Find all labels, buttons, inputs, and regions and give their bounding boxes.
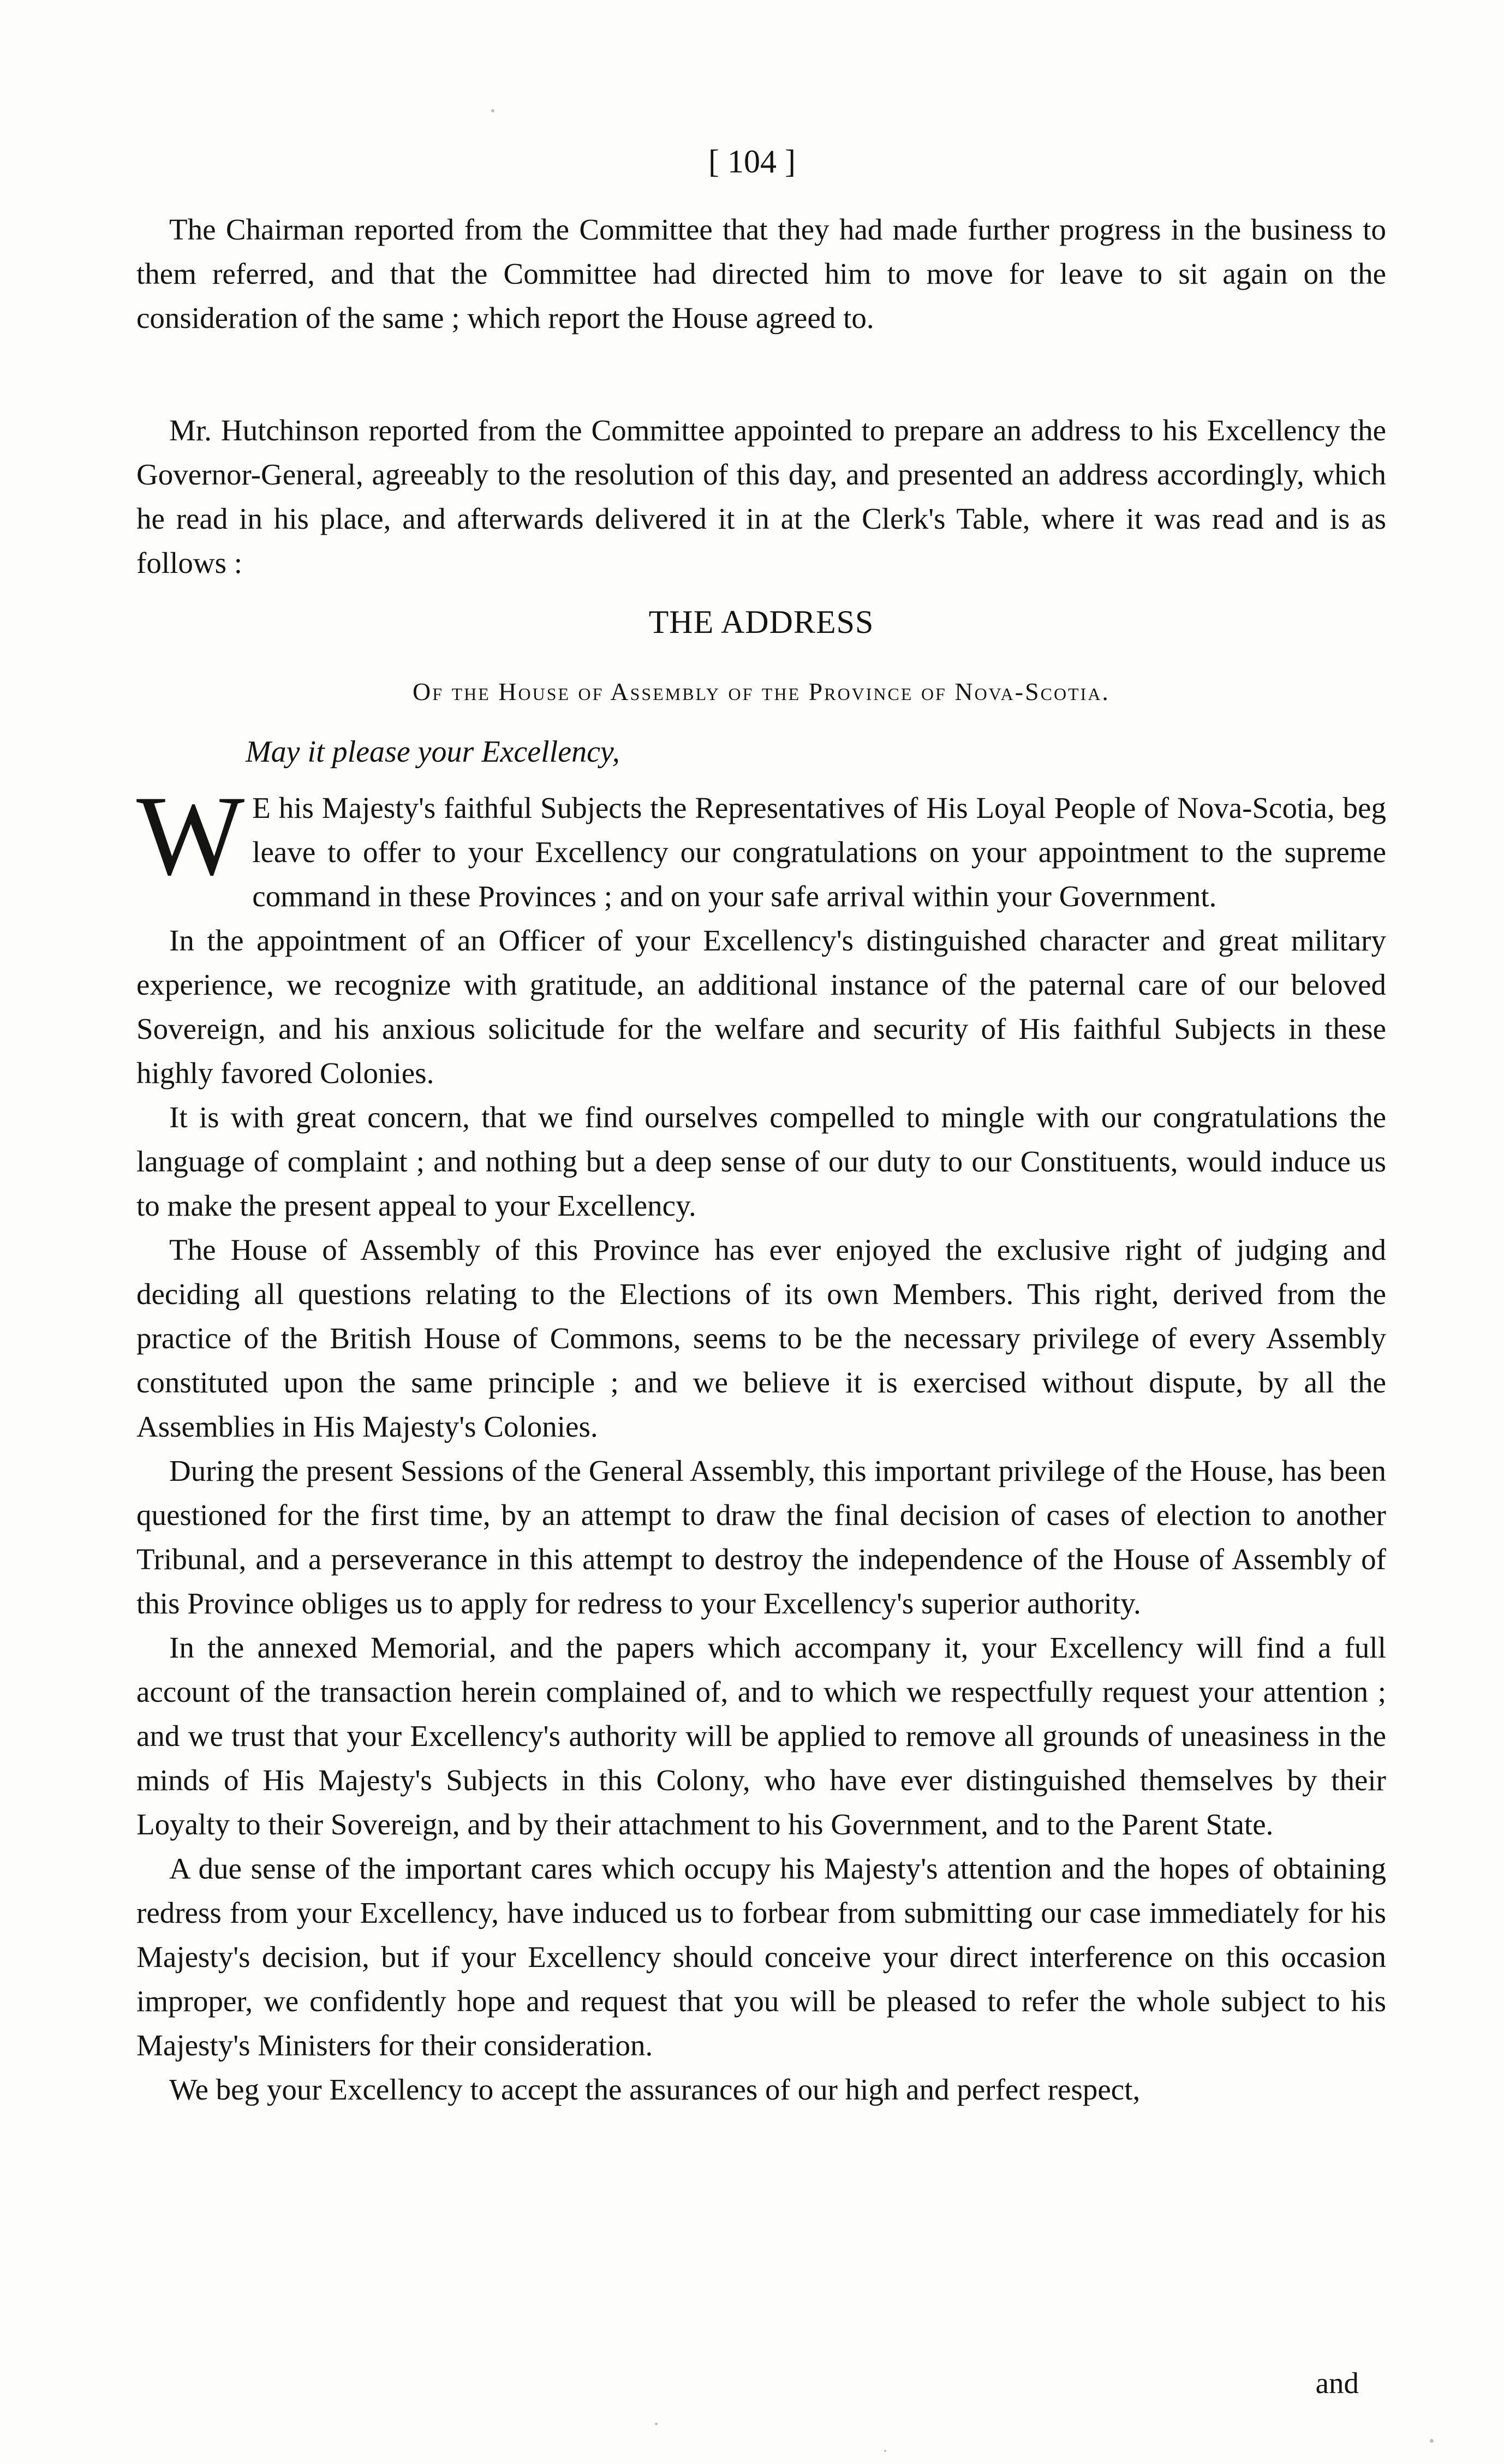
paper-speck xyxy=(1430,2439,1434,2443)
paragraph-present-sessions: During the present Sessions of the General Assembly, this important privilege of the House, has been questioned for the first time, by an attempt to draw the final decision of cases of election to another Tribunal, and a perseverance in this attempt to destroy the independence of the House of Assembly of this Province obliges us to apply for redress to your Excellency's superior authority. xyxy=(136,1454,1386,1620)
address-salutation: May it please your Excellency, xyxy=(246,735,620,769)
paragraph-memorial: In the annexed Memorial, and the papers which accompany it, your Excellency will find a full account of the transaction herein complained of, and to which we respectfully request your attention ; and we trust that your Excellency's authority will be applied to remove all grounds of uneasiness in the minds of His Majesty's Subjects in this Colony, who have ever distinguished themselves by their Loyalty to their Sovereign, and by their attachment to his Government, and to the Parent State. xyxy=(136,1631,1386,1841)
committee-report-paragraph xyxy=(136,207,1386,340)
address-heading-block xyxy=(136,600,1386,774)
paragraph-exclusive-right: The House of Assembly of this Province has ever enjoyed the exclusive right of judging and deciding all questions relating to the Elections of its own Members. This right, derived from the practice of the British House of Commons, seems to be the necessary privilege of every Assembly constituted upon the same principle ; and we believe it is exercised without dispute, by all the Assemblies in His Majesty's Colonies. xyxy=(136,1233,1386,1443)
page-number: [ 104 ] xyxy=(708,143,796,180)
paragraph-complaint: It is with great concern, that we find ourselves compelled to mingle with our congratulations the language of complaint ; and nothing but a deep sense of our duty to our Constituents, would induce us to make the present appeal to your Excellency. xyxy=(136,1101,1386,1222)
hutchinson-report-paragraph xyxy=(136,408,1386,585)
first-paragraph-text: E his Majesty's faithful Subjects the Representatives of His Loyal People of Nova-Scotia, beg leave to offer to your Excellency our congratulations on your appointment to the supreme command in these Provinces ; and on your safe arrival within your Government. xyxy=(252,791,1386,913)
paper-speck xyxy=(655,2423,658,2425)
address-body xyxy=(136,773,1386,2112)
address-first-paragraph xyxy=(136,773,1386,918)
paper-speck xyxy=(491,109,494,112)
address-subtitle: Of the House of Assembly of the Province of Nova-Scotia. xyxy=(413,678,1110,705)
paragraph-hutchinson-report: Mr. Hutchinson reported from the Committee appointed to prepare an address to his Excellency the Governor-General, agreeably to the resolution of this day, and presented an address accordingly, which he read in his place, and afterwards delivered it in at the Clerk's Table, where it was read and is as follows : xyxy=(136,414,1386,579)
drop-cap: W xyxy=(136,773,245,899)
address-title: THE ADDRESS xyxy=(648,604,874,640)
paper-speck xyxy=(884,2450,886,2452)
paragraph-chairman-report: The Chairman reported from the Committee that they had made further progress in the business to them referred, and that the Committee had directed him to move for leave to sit again on the consideration of the same ; which report the House agreed to. xyxy=(136,213,1386,334)
paragraph-appointment: In the appointment of an Officer of your Excellency's distinguished character and great military experience, we recognize with gratitude, an additional instance of the paternal care of our beloved Sovereign, and his anxious solicitude for the welfare and security of His faithful Subjects in these highly favored Colonies. xyxy=(136,924,1386,1090)
paragraph-due-sense: A due sense of the important cares which occupy his Majesty's attention and the hopes of obtaining redress from your Excellency, have induced us to forbear from submitting our case immediately for his Majesty's decision, but if your Excellency should conceive your direct interference on this occasion improper, we confidently hope and request that you will be pleased to refer the whole subject to his Majesty's Ministers for their consideration. xyxy=(136,1852,1386,2062)
paragraph-assurances: We beg your Excellency to accept the assurances of our high and perfect respect, xyxy=(169,2073,1141,2106)
catchword: and xyxy=(1315,2366,1359,2400)
